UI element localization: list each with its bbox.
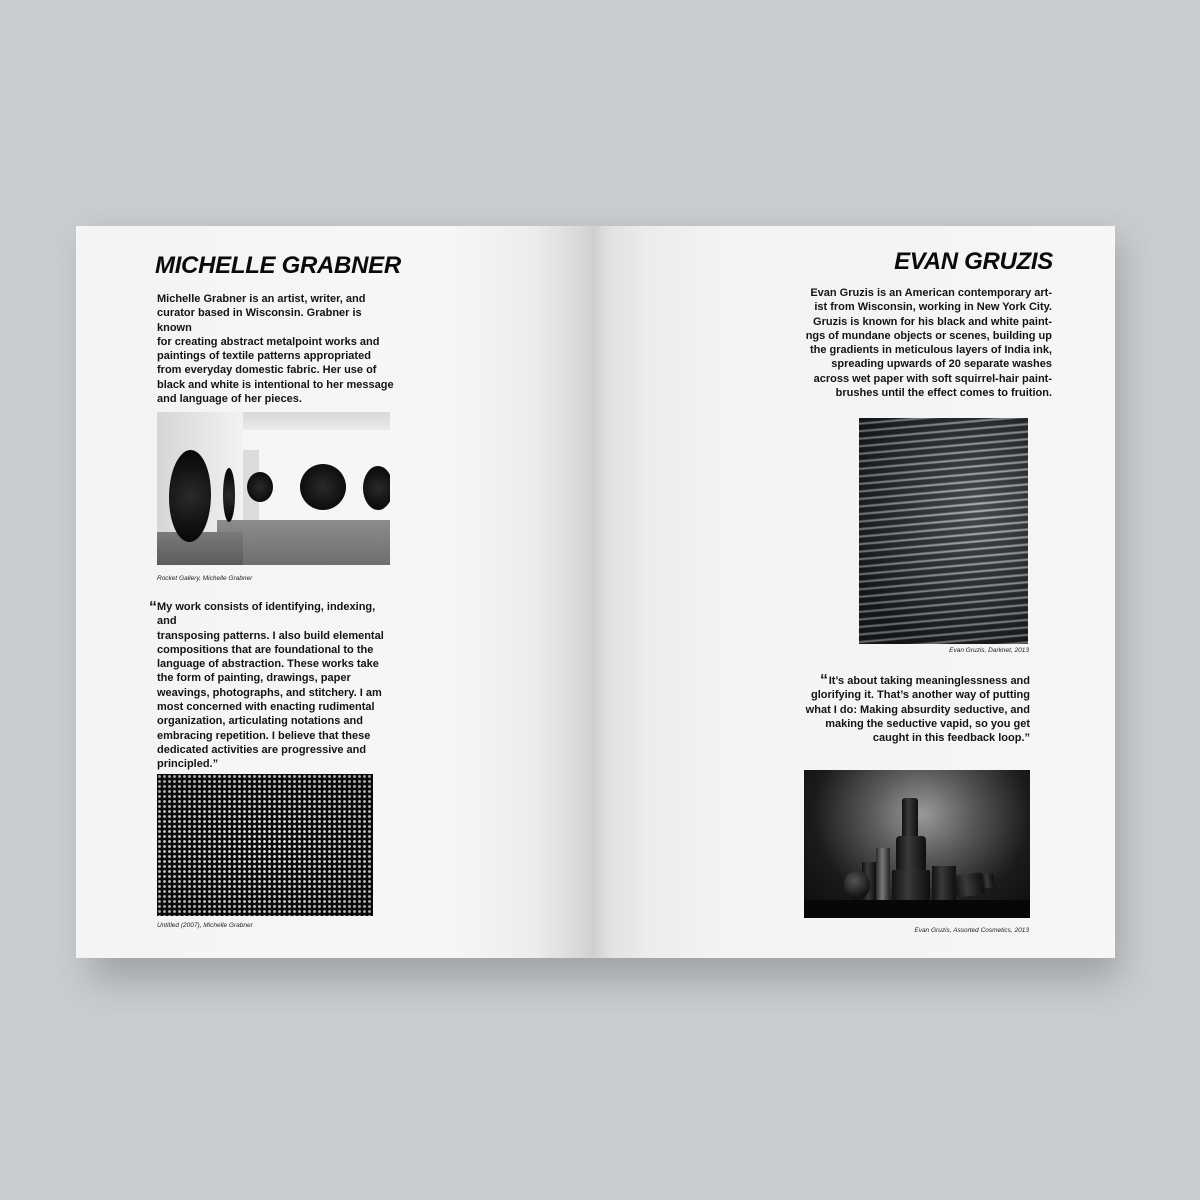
gallery-photo (157, 412, 390, 565)
quote-mark: “ (820, 672, 828, 689)
text-line: the form of painting, drawings, paper (157, 672, 351, 685)
quote-mark: “ (149, 599, 157, 616)
text-line: most concerned with enacting rudimental (157, 701, 375, 714)
left-page-title: MICHELLE GRABNER (155, 252, 401, 279)
text-line: Michelle Grabner is an artist, writer, and (157, 293, 366, 305)
text-line: weavings, photographs, and stitchery. I am (157, 686, 382, 699)
text-line: My work consists of identifying, indexing, and (157, 601, 376, 628)
text-line: Evan Gruzis is an American contemporary art- (810, 287, 1052, 299)
darknet-artwork (859, 418, 1028, 644)
text-line: brushes until the effect comes to fruition. (835, 387, 1052, 400)
text-line: transposing patterns. I also build elemental (157, 629, 384, 642)
text-line: spreading upwards of 20 separate washes (831, 358, 1052, 371)
text-line: glorifying it. That’s another way of putting (811, 689, 1030, 702)
text-line: Gruzis is known for his black and white paint- (813, 315, 1052, 328)
right-page-title: EVAN GRUZIS (894, 248, 1053, 275)
text-line: language of abstraction. These works take (157, 658, 379, 671)
text-line: the gradients in meticulous layers of India ink, (809, 344, 1052, 357)
text-line: dedicated activities are progressive and (157, 743, 367, 756)
text-line: caught in this feedback loop.” (872, 732, 1030, 745)
text-line: compositions that are foundational to the (157, 643, 374, 656)
text-line: what I do: Making absurdity seductive, and (805, 703, 1030, 716)
right-intro-paragraph (802, 286, 1052, 400)
text-line: across wet paper with soft squirrel-hair paint- (813, 372, 1052, 385)
left-quote-paragraph (157, 600, 397, 772)
left-page (76, 226, 595, 958)
left-intro-paragraph (157, 292, 397, 406)
text-line: and language of her pieces. (157, 393, 302, 406)
text-line: organization, articulating notations and (157, 715, 363, 728)
text-line: principled.” (157, 758, 219, 771)
text-line: ist from Wisconsin, working in New York City. (814, 301, 1052, 314)
text-line: for creating abstract metalpoint works and (157, 335, 380, 348)
darknet-caption: Evan Gruzis, Darknet, 2013 (949, 647, 1029, 654)
text-line: black and white is intentional to her message (157, 378, 394, 391)
cosmetics-artwork (804, 770, 1030, 918)
text-line: making the seductive vapid, so you get (825, 717, 1030, 730)
text-line: from everyday domestic fabric. Her use of (157, 364, 377, 377)
dot-artwork-caption: Untitled (2007), Michelle Grabner (157, 922, 253, 929)
text-line: ngs of mundane objects or scenes, building up (805, 329, 1052, 342)
text-line: It’s about taking meaninglessness and (828, 675, 1030, 687)
text-line: paintings of textile patterns appropriated (157, 350, 371, 363)
right-quote-paragraph (790, 674, 1030, 745)
magazine-spread (76, 226, 1115, 958)
gallery-photo-caption: Rocket Gallery, Michelle Grabner (157, 575, 253, 582)
text-line: embracing repetition. I believe that these (157, 729, 371, 742)
dot-pattern-artwork (157, 774, 373, 916)
text-line: curator based in Wisconsin. Grabner is known (157, 307, 362, 334)
right-page (595, 226, 1115, 958)
cosmetics-caption: Evan Gruzis, Assorted Cosmetics, 2013 (914, 927, 1029, 934)
